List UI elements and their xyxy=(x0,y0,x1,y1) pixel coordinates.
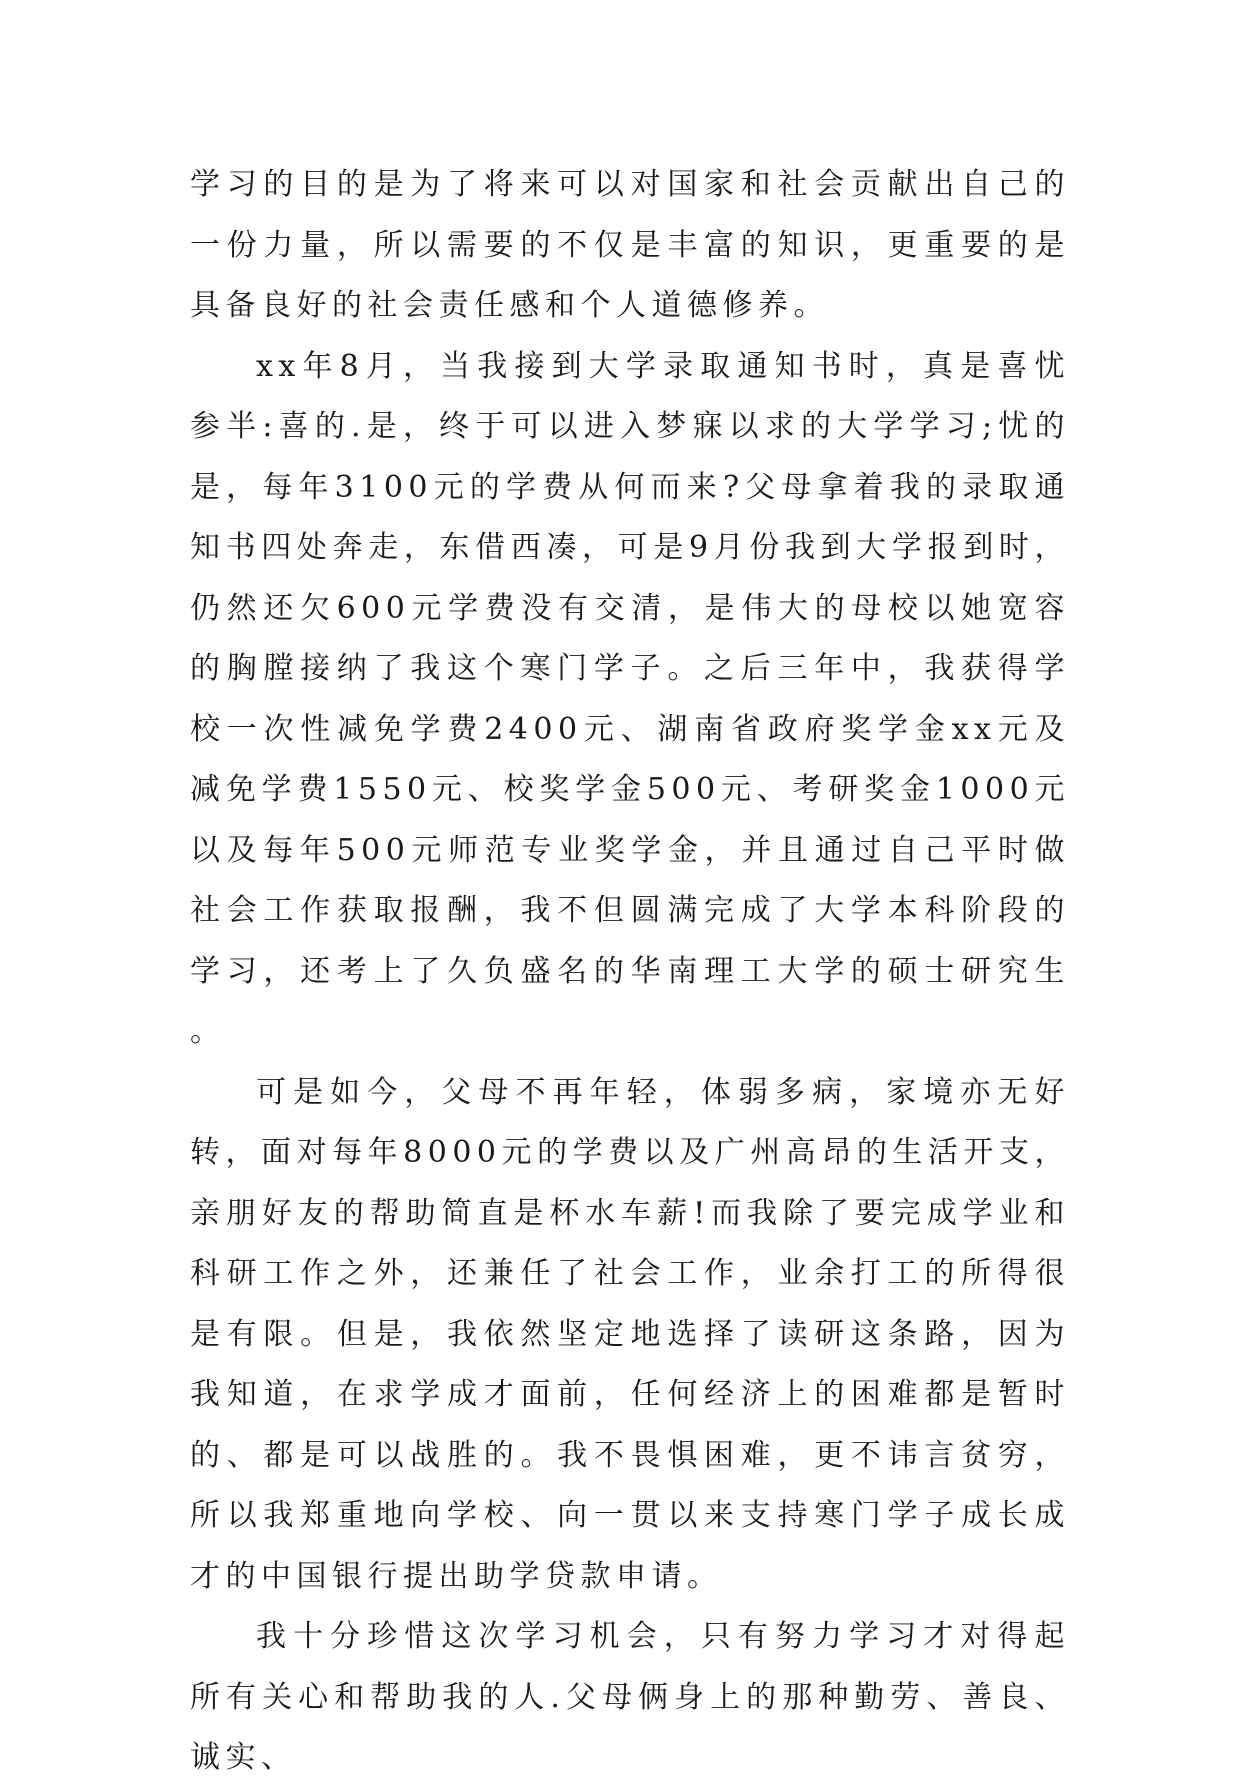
paragraph-1: 学习的目的是为了将来可以对国家和社会贡献出自己的一份力量，所以需要的不仅是丰富的知识，更重要的是具备良好的社会责任感和个人道德修养。 xyxy=(190,167,1070,323)
document-body xyxy=(190,155,1070,1789)
paragraph-2: xx年8月，当我接到大学录取通知书时，真是喜忧参半:喜的.是，终于可以进入梦寐以求的大学学习;忧的是，每年3100元的学费从何而来?父母拿着我的录取通知书四处奔走，东借西凑，可是9月份我到大学报到时，仍然还欠600元学费没有交清，是伟大的母校以她宽容的胸膛接纳了我这个寒门学子。之后三年中，我获得学校一次性减免学费2400元、湖南省政府奖学金xx元及减免学费1550元、校奖学金500元、考研奖金1000元以及每年500元师范专业奖学金，并且通过自己平时做社会工作获取报酬，我不但圆满完成了大学本科阶段的学习，还考上了久负盛名的华南理工大学的硕士研究生。 xyxy=(190,348,1070,1049)
paragraph-4: 我十分珍惜这次学习机会，只有努力学习才对得起所有关心和帮助我的人.父母俩身上的那种勤劳、善良、诚实、 xyxy=(190,1619,1070,1775)
paragraph-3: 可是如今，父母不再年轻，体弱多病，家境亦无好转，面对每年8000元的学费以及广州高昂的生活开支，亲朋好友的帮助简直是杯水车薪!而我除了要完成学业和科研工作之外，还兼任了社会工作，业余打工的所得很是有限。但是，我依然坚定地选择了读研这条路，因为我知道，在求学成才面前，任何经济上的困难都是暂时的、都是可以战胜的。我不畏惧困难，更不讳言贫穷，所以我郑重地向学校、向一贯以来支持寒门学子成长成才的中国银行提出助学贷款申请。 xyxy=(190,1074,1070,1594)
